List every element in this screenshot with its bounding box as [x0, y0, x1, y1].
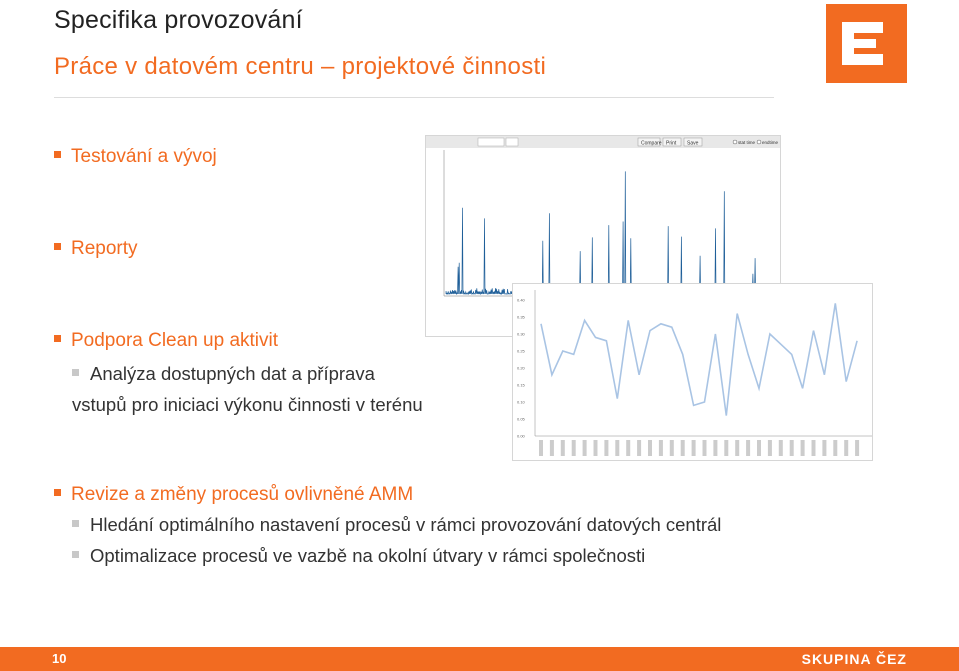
y-tick-label: 0.40 [517, 297, 525, 303]
subbullet-optimal-settings [72, 514, 721, 536]
x-tick-label [822, 440, 826, 456]
x-tick-label [790, 440, 794, 456]
print-label: Print [666, 140, 677, 147]
bullet-text: Reporty [71, 238, 138, 259]
x-tick-label [648, 440, 652, 456]
x-tick-label [768, 440, 772, 456]
subbullet-text: Hledání optimálního nastavení procesů v rámci provozování datových centrál [90, 514, 722, 535]
y-tick-label: 0.05 [517, 416, 525, 422]
y-tick-label: 0.25 [517, 348, 525, 354]
spike-series [446, 171, 778, 294]
subbullet-analysis [72, 363, 375, 385]
x-tick-label [735, 440, 739, 456]
x-tick-label [583, 440, 587, 456]
y-axis-ticks [517, 298, 526, 439]
subbullet-analysis-continuation: vstupů pro iniciaci výkonu činnosti v terénu [72, 394, 423, 415]
x-tick-label [844, 440, 848, 456]
subbullet-marker [72, 520, 79, 527]
x-tick-label [779, 440, 783, 456]
line-chart [513, 284, 872, 460]
subbullet-text: Optimalizace procesů ve vazbě na okolní útvary v rámci společnosti [90, 545, 646, 566]
x-axis-labels [539, 440, 859, 456]
radio-endtime: endtime [762, 140, 779, 145]
y-tick-label: 0.15 [517, 382, 525, 388]
compare-label: Compare [641, 140, 662, 147]
x-tick-label [692, 440, 696, 456]
bullet-testing [54, 146, 217, 168]
x-tick-label [855, 440, 859, 456]
slide-subtitle: Práce v datovém centru – projektové činnosti [54, 53, 547, 80]
x-tick-label [626, 440, 630, 456]
bullet-marker [54, 335, 61, 342]
y-tick-label: 0.35 [517, 314, 525, 320]
y-tick-label: 0.20 [517, 365, 525, 371]
bullet-text: Podpora Clean up aktivit [71, 330, 279, 351]
bullet-text: Revize a změny procesů ovlivněné AMM [71, 484, 414, 505]
radio-stat-time: stat time [738, 140, 756, 145]
subbullet-marker [72, 551, 79, 558]
x-tick-label [757, 440, 761, 456]
x-tick-label [670, 440, 674, 456]
y-tick-label: 0.10 [517, 399, 525, 405]
x-tick-label [659, 440, 663, 456]
bullet-process-revision [54, 484, 413, 506]
x-tick-label [724, 440, 728, 456]
bullet-marker [54, 489, 61, 496]
x-tick-label [561, 440, 565, 456]
x-tick-label [604, 440, 608, 456]
bullet-cleanup [54, 330, 278, 352]
bullet-reports [54, 238, 138, 260]
subbullet-process-optimization [72, 545, 645, 567]
subbullet-marker [72, 369, 79, 376]
x-tick-label [550, 440, 554, 456]
x-tick-label [812, 440, 816, 456]
bullet-text: Testování a vývoj [71, 146, 217, 167]
series-line [541, 303, 857, 415]
cez-logo [826, 4, 907, 83]
x-tick-label [801, 440, 805, 456]
x-tick-label [713, 440, 717, 456]
x-tick-label [594, 440, 598, 456]
x-tick-label [572, 440, 576, 456]
x-tick-label [833, 440, 837, 456]
title-divider [54, 97, 774, 98]
spike-trace [446, 171, 778, 294]
x-tick-label [746, 440, 750, 456]
x-tick-label [539, 440, 543, 456]
x-tick-label [681, 440, 685, 456]
save-label: Save [687, 140, 699, 147]
x-tick-label [615, 440, 619, 456]
page-number: 10 [52, 651, 67, 666]
y-tick-label: 0.00 [517, 433, 525, 439]
x-tick-label [637, 440, 641, 456]
bullet-marker [54, 151, 61, 158]
report-screenshot-2 [512, 283, 873, 461]
slide-title: Specifika provozování [54, 6, 303, 34]
x-tick-label [703, 440, 707, 456]
brand-name: SKUPINA ČEZ [801, 651, 907, 667]
bullet-marker [54, 243, 61, 250]
y-tick-label: 0.30 [517, 331, 525, 337]
subbullet-text: Analýza dostupných dat a příprava [90, 363, 375, 384]
